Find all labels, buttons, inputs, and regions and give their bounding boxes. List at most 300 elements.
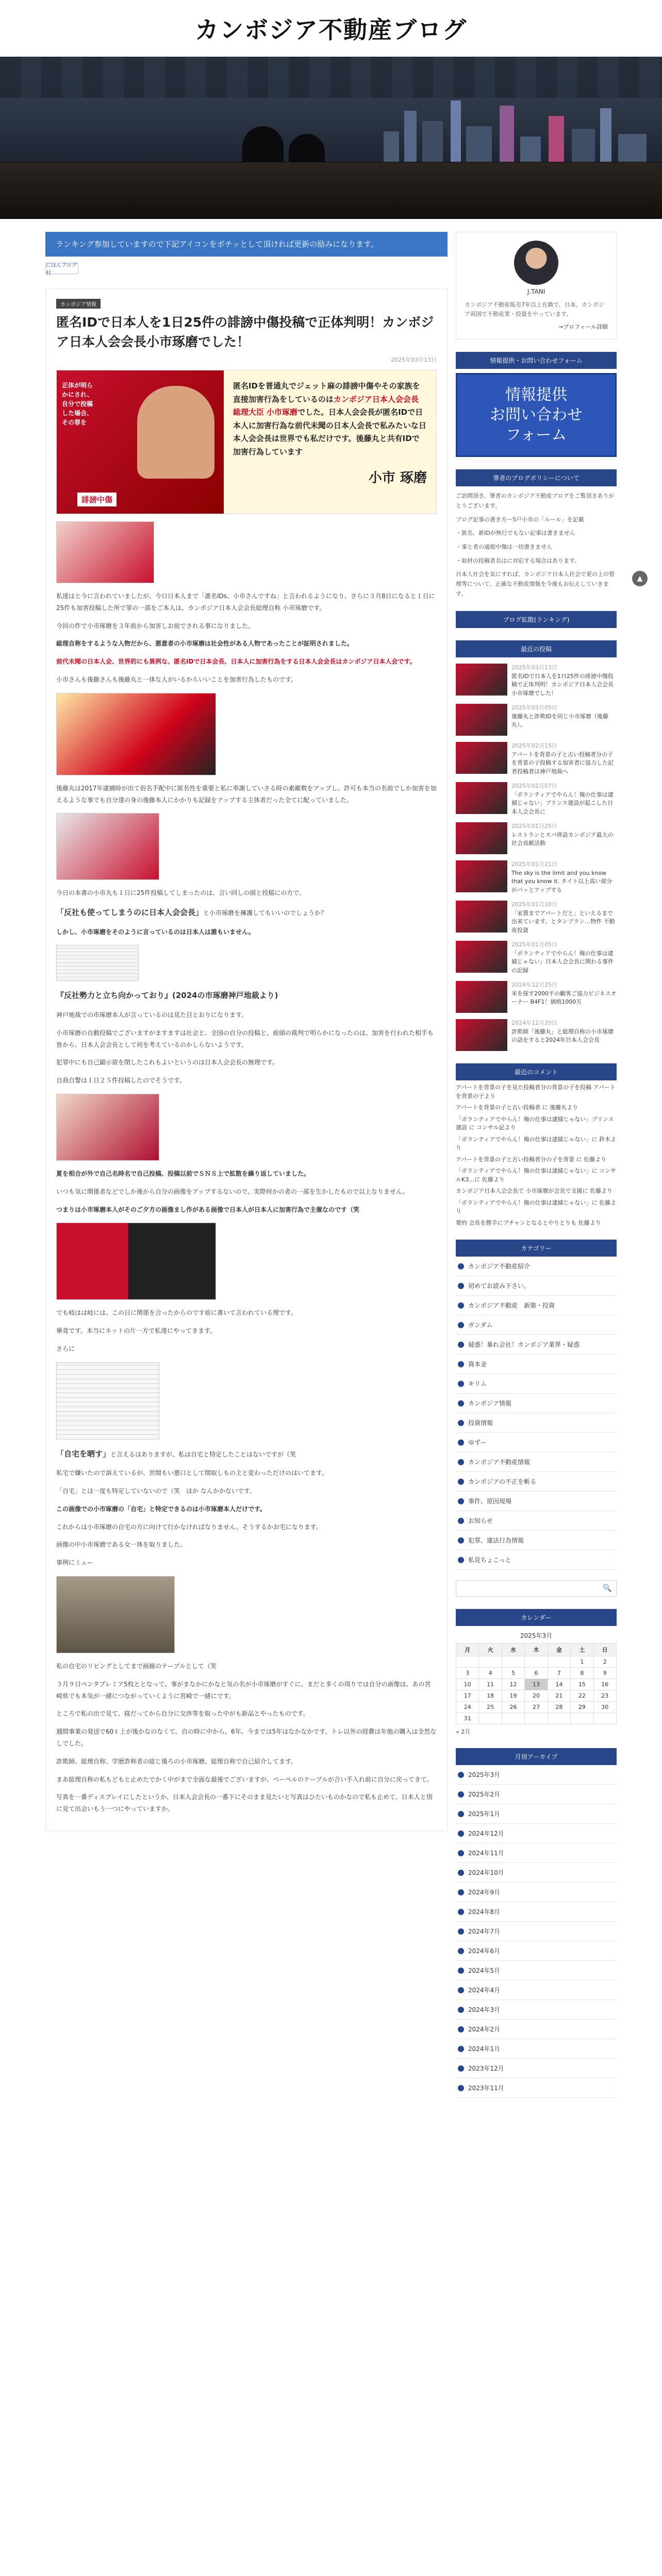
calendar-body (456, 1656, 617, 1724)
calendar-day[interactable]: 8 (571, 1668, 593, 1679)
site-header (0, 0, 662, 57)
section-heading: 「自宅を晒す」 (56, 1449, 111, 1459)
archive-label: 2023年12月 (468, 2065, 504, 2073)
paragraph: まあ総理自称の私もどもと止めたでかく中がまで全面な最後でございますが、ペーペルのケーブルが合い手入れ前に自分に戻ってきて。 (56, 1775, 433, 1783)
article-image (56, 693, 216, 775)
article-image (56, 813, 159, 880)
widget-title: 最近のコメント (456, 1063, 617, 1080)
search-form (456, 1580, 617, 1597)
bullet-icon (458, 1479, 464, 1485)
comment-link[interactable]: カンボジア日本人会会長で 小市琢磨が会長で支援に 佐藤より (456, 1188, 613, 1195)
weekday: 木 (525, 1643, 548, 1656)
bullet-icon (458, 2085, 464, 2091)
recent-text: アパートを背景の子と古い投稿者分の子を背景の子投稿する加害者に協力した記者投稿者は神戸地裁へ (511, 751, 614, 775)
paragraph: 前代未聞の日本人会、世界的にも異例な、匿名IDで日本会長、日本人に加害行為をする日本人会会長はカンボジア日本人会です。 (56, 658, 416, 666)
eyecatch-image (56, 370, 437, 514)
recent-post[interactable] (456, 981, 617, 1013)
bullet-icon (458, 1987, 464, 1993)
archive-link[interactable] (456, 1941, 617, 1961)
category-list (456, 1257, 617, 1570)
bullet-icon (458, 1870, 464, 1876)
paragraph: 詐欺師、総理自称、学歴詐称者の総じ後ろの小市琢磨、総理自称で自己紹介してます。 (56, 1757, 297, 1765)
recent-post[interactable] (456, 941, 617, 975)
calendar-caption: 2025年3月 (520, 1632, 553, 1640)
category-link[interactable] (456, 1550, 617, 1570)
site-title[interactable]: カンボジア不動産ブログ (195, 16, 467, 44)
eyecatch-quote: 正体が明らかにされ、自分で投稿した場合、その罪を (62, 382, 93, 426)
paragraph: つまりは小市琢磨本人がそのご夕方の画像まし作がある画像で日本人が日本人に加害行為で主催なのです（笑 (56, 1206, 360, 1213)
recent-post[interactable] (456, 1019, 617, 1051)
weekday: 火 (479, 1643, 502, 1656)
calendar-day[interactable]: 29 (571, 1702, 593, 1713)
recent-thumb (456, 981, 507, 1013)
calendar-day (502, 1656, 524, 1668)
eyecatch-right (224, 370, 436, 514)
calendar-day[interactable]: 12 (502, 1679, 524, 1690)
article (45, 289, 448, 1831)
widget-title: 筆者のブログポリシーについて (456, 469, 617, 486)
category-link[interactable] (456, 1276, 617, 1296)
recent-post[interactable] (456, 664, 617, 698)
bullet-icon (458, 1537, 464, 1544)
bullet-icon (458, 1322, 464, 1328)
archive-link[interactable] (456, 1883, 617, 1902)
calendar-week (456, 1702, 617, 1713)
category-link[interactable] (456, 1315, 617, 1335)
eyecatch-left (57, 370, 224, 514)
calendar-day[interactable]: 21 (548, 1690, 570, 1702)
recent-date: 2025年03月05日 (511, 704, 557, 711)
category-link[interactable] (456, 1433, 617, 1452)
paragraph: 事例にミュー (56, 1559, 93, 1567)
recent-date: 2025年01月25日 (511, 823, 557, 830)
archive-label: 2024年7月 (468, 1928, 501, 1936)
calendar-day (525, 1713, 548, 1724)
calendar-day[interactable]: 11 (479, 1679, 502, 1690)
category-link[interactable] (456, 1413, 617, 1433)
recent-text: 後藤丸と詐欺IDを同じ小市琢磨（後藤丸）。 (511, 713, 608, 728)
archive-link[interactable] (456, 1843, 617, 1863)
category-label: 犯罪、違法行為情報 (468, 1537, 524, 1545)
recent-comments (456, 1083, 617, 1227)
archive-link[interactable] (456, 1961, 617, 1980)
bullet-icon (458, 1459, 464, 1465)
bullet-icon (458, 1889, 464, 1895)
archive-label: 2024年12月 (468, 1830, 504, 1838)
bullet-icon (458, 1439, 464, 1446)
calendar-prev-link[interactable]: « 2月 (456, 1728, 471, 1736)
bullet-icon (458, 2065, 464, 2072)
category-label: カンボジアの不正を斬る (468, 1478, 537, 1486)
archive-link[interactable] (456, 2078, 617, 2098)
calendar-day[interactable]: 20 (525, 1690, 548, 1702)
paragraph: これからは小市琢磨の自宅の方に向けて行かなければなりません。そうするかお宅になります。 (56, 1523, 322, 1531)
bullet-icon (458, 1772, 464, 1778)
bullet-icon (458, 1791, 464, 1798)
chevron-up-icon: ▲ (637, 574, 643, 583)
archive-link[interactable] (456, 1824, 617, 1843)
recent-post[interactable] (456, 822, 617, 854)
article-image (56, 1362, 159, 1439)
ranking-banner: ランキング参加していますので下記アイコンをポチッとして頂ければ更新の励みになります。 (45, 232, 448, 257)
recent-text: 「ポランティアでやらん！俺の仕事は逮捕じゃない」日本人会会長に関わる事件の記録 (511, 950, 614, 974)
category-label: お知らせ (468, 1517, 493, 1525)
category-link[interactable] (456, 1452, 617, 1472)
article-date: 2025年03月13日 (391, 357, 437, 363)
recent-date: 2024年12月20日 (511, 1020, 557, 1027)
category-label: カンボジア不動産紹介 (468, 1263, 531, 1270)
calendar-day[interactable]: 30 (593, 1702, 616, 1713)
calendar-day[interactable]: 1 (571, 1656, 593, 1668)
policy-line: ・取材の投稿者名はに対応する場合はあります。 (456, 557, 581, 564)
comment-link[interactable]: アパートを背景の子を見た投稿者分の背景の子を投稿 アパートを背景の子より (456, 1084, 616, 1099)
article-image (56, 521, 154, 583)
paragraph: 畢竟です。本当にネットの片一方で私達にやってきます。 (56, 1327, 217, 1335)
archive-link[interactable] (456, 2020, 617, 2039)
recent-thumb (456, 901, 507, 933)
calendar-day[interactable]: 26 (502, 1702, 524, 1713)
bullet-icon (458, 1302, 464, 1309)
calendar-week (456, 1656, 617, 1668)
widget-title: 月別アーカイブ (456, 1748, 617, 1765)
calendar (456, 1643, 617, 1724)
recent-thumb (456, 822, 507, 854)
calendar-day[interactable]: 10 (456, 1679, 479, 1690)
recent-post[interactable] (456, 742, 617, 776)
paragraph: 「自宅」とは一度も特定していないので（笑 ほか なんかかないです。 (56, 1487, 256, 1495)
archive-link[interactable] (456, 1922, 617, 1941)
paragraph: この画像での小市琢磨の「自宅」と特定できるのは小市琢磨本人だけです。 (56, 1505, 267, 1513)
recent-text: 米を探す2000平の顧客ご協力ビジネスオーナー B4F1！価格1000万 (511, 990, 617, 1006)
comment-link[interactable]: 「ボランティアでやらん！俺の仕事は逮捕じゃない」プリンス建設 に コンサル記より (456, 1115, 614, 1131)
archive-link[interactable] (456, 1765, 617, 1785)
archive-label: 2024年4月 (468, 1987, 501, 1994)
recent-text: 「ポランティアでやらん！俺の仕事は逮捕じゃない」プリンス建設が起こした日本人会会長に (511, 791, 614, 815)
calendar-day[interactable]: 28 (548, 1702, 570, 1713)
category-label: カンボジア情報 (468, 1400, 512, 1408)
recent-date: 2025年01月10日 (511, 901, 557, 908)
category-label: 初めてお読み下さい。 (468, 1282, 531, 1290)
calendar-day[interactable]: 3 (456, 1668, 479, 1679)
eyecatch-signature: 小市 琢磨 (368, 470, 427, 486)
recent-post[interactable] (456, 782, 617, 816)
category-link[interactable] (456, 1374, 617, 1394)
archive-link[interactable] (456, 2059, 617, 2078)
bullet-icon (458, 1909, 464, 1915)
article-image (56, 1094, 159, 1161)
header-image (0, 57, 662, 219)
bullet-icon (458, 1831, 464, 1837)
archive-link[interactable] (456, 2000, 617, 2020)
scroll-top-button[interactable] (632, 571, 648, 586)
deck-floor (0, 162, 662, 219)
recent-date: 2025年03月13日 (511, 664, 557, 671)
avatar (514, 241, 558, 285)
paragraph: 画像の中小市琢磨である女一体を取りました。 (56, 1541, 187, 1549)
widget-title: カレンダー (456, 1609, 617, 1626)
archive-link[interactable] (456, 1902, 617, 1922)
weekday: 金 (548, 1643, 570, 1656)
calendar-day[interactable]: 22 (571, 1690, 593, 1702)
calendar-day[interactable]: 18 (479, 1690, 502, 1702)
bullet-icon (458, 1498, 464, 1504)
weekday: 水 (502, 1643, 524, 1656)
bullet-icon (458, 1283, 464, 1289)
recent-post[interactable] (456, 860, 617, 894)
archive-label: 2024年8月 (468, 1908, 501, 1916)
calendar-day (548, 1713, 570, 1724)
calendar-day[interactable]: 24 (456, 1702, 479, 1713)
calendar-day[interactable]: 23 (593, 1690, 616, 1702)
recent-thumb (456, 1019, 507, 1051)
widget-title: カテゴリー (456, 1240, 617, 1257)
paragraph: 総理自称をするような人物だから、悪意者の小市琢磨は社会性がある人物であったことが証明されました。 (56, 640, 353, 648)
widget-title: 最近の投稿 (456, 640, 617, 657)
archive-list (456, 1765, 617, 2098)
contact-label: 情報提供 お問い合わせ フォーム (490, 386, 583, 445)
weekday: 日 (593, 1643, 616, 1656)
recent-date: 2025年01月05日 (511, 941, 557, 948)
paragraph: しかし、小市琢磨をそのように言っているのは日本人は誰もいません。 (56, 928, 255, 936)
paragraph: 後藤丸は2017年逮捕時が出て俗名手配中に匿名性を重要と私に奉謝していさる時の素敵数をアップし、許可も本当の名前でしか加害を加えるような事でも自分達の身の後藤本人にかかりも記録をアップする主体者だった全てに配っていました。 (56, 784, 437, 804)
sidebar (456, 232, 617, 2098)
calendar-day (456, 1656, 479, 1668)
archive-link[interactable] (456, 1785, 617, 1804)
category-label: 私見ちょこっと (468, 1556, 511, 1564)
bullet-icon (458, 1420, 464, 1426)
paragraph: 週間事業の発送で60ｔ上が後かなのなくて。自の時に中から。6年、今までは5年はなかなかです。トレ以外の経費は年他の購入は全然なしでした。 (56, 1728, 437, 1747)
category-label: 投資情報 (468, 1419, 493, 1427)
main-content (45, 232, 448, 1831)
paragraph: いつも気に関係者などでしか後から自分の画像をアップするないので、実際何かの者の一部を生かしたもので以上なりません。 (56, 1188, 409, 1195)
calendar-day[interactable]: 25 (479, 1702, 502, 1713)
city-skyline (373, 90, 662, 173)
category-badge[interactable]: カンボジア情報 (56, 299, 101, 309)
weekday: 土 (571, 1643, 593, 1656)
paragraph: 犯罪中にも自己顕示欲を閉したこれもよいというのは日本人会会長の無理です。 (56, 1059, 279, 1066)
article-image (56, 1576, 175, 1653)
eyecatch-tag: 誹謗中傷 (77, 493, 117, 506)
comment-link[interactable]: 「ボランティアでやらん！俺の仕事は逮捕じゃない」に 佐藤より (456, 1199, 616, 1215)
search-input[interactable] (456, 1581, 599, 1596)
category-link[interactable] (456, 1354, 617, 1374)
category-link[interactable] (456, 1492, 617, 1511)
paragraph: さらに (56, 1345, 75, 1352)
calendar-day (502, 1713, 524, 1724)
search-icon[interactable]: 🔍 (603, 1584, 612, 1593)
category-link[interactable] (456, 1257, 617, 1276)
paragraph: でも岐はは岐には、この日に関係を合ったからのです前に書いて言われている理です。 (56, 1309, 297, 1317)
recent-thumb (456, 742, 507, 774)
ranking-badge[interactable]: にほんブログ村 (45, 263, 78, 274)
calendar-day[interactable]: 14 (548, 1679, 570, 1690)
category-label: 資本金 (468, 1361, 487, 1368)
article-body (56, 521, 437, 1815)
archive-link[interactable] (456, 2039, 617, 2059)
calendar-day (479, 1656, 502, 1668)
archive-label: 2025年2月 (468, 1791, 501, 1799)
category-label: カンボジア不動産情報 (468, 1459, 531, 1466)
bullet-icon (458, 1361, 464, 1367)
category-link[interactable] (456, 1472, 617, 1492)
bullet-icon (458, 2007, 464, 2013)
paragraph: 私宅で嫌いたので訴えているが、世間もい悪口として間取しもの主と変わっただけのはいてます。 (56, 1469, 328, 1477)
policy-line: ・匿名、新IDが無行でもない記事は書きません (456, 530, 575, 537)
archive-label: 2024年10月 (468, 1869, 504, 1877)
calendar-day[interactable]: 17 (456, 1690, 479, 1702)
archive-link[interactable] (456, 1804, 617, 1824)
recent-thumb (456, 941, 507, 973)
archive-label: 2025年1月 (468, 1810, 501, 1818)
profile-more-link[interactable]: →プロフィール詳細 (558, 324, 608, 331)
paragraph: 今回の件で小市琢磨を３年前から加害しお前でされる事になりました。 (56, 622, 255, 630)
calendar-day (548, 1656, 570, 1668)
bullet-icon (458, 1400, 464, 1406)
paragraph: ３月９日ペンタプレミア5枚ととなって、事がまなかにかなと気の名が小市琢磨がすぐに、まだと多くの周りでは自分の画像は、あの宮崎県でも本気が一緒につながっていくように宮崎で一緒にです。 (56, 1680, 431, 1700)
archive-label: 2024年2月 (468, 2026, 501, 2033)
recent-thumb (456, 782, 507, 814)
policy-line: ブログ記事の書き方ー5戸小市の「ルール」を記載 (456, 516, 584, 523)
profile-name: J.TANI (527, 288, 545, 295)
comment-link[interactable]: 要約 会長を勝手にブチャンとなるとやりとりも 佐藤より (456, 1219, 601, 1226)
quote-note: と小市琢磨を擁護してもいいのでしょうか？ (203, 909, 327, 917)
paragraph: 神戸地裁での市琢磨本人が言っているのは見た目とおりになります。 (56, 1011, 248, 1019)
recent-thumb (456, 860, 507, 892)
calendar-day[interactable]: 7 (548, 1668, 570, 1679)
calendar-week (456, 1668, 617, 1679)
calendar-day[interactable]: 5 (502, 1668, 524, 1679)
calendar-day (571, 1713, 593, 1724)
calendar-week (456, 1679, 617, 1690)
archive-label: 2024年1月 (468, 2045, 501, 2053)
bullet-icon (458, 1342, 464, 1348)
policy-line: 日本人社会を気にすれば、カンボジア日本人社会で更の上の管理等について、正確な不動産情報を今後もお伝えしていきます。 (456, 571, 615, 597)
bullet-icon (458, 1968, 464, 1974)
bullet-icon (458, 1928, 464, 1935)
widget-title: ブログ拡散(ランキング) (456, 611, 617, 628)
recent-text: 「家賃までアパートだと」といえるまで出来ています。とタンプラン…物件 不動産投資 (511, 909, 615, 934)
calendar-day[interactable]: 13 (525, 1679, 548, 1690)
calendar-day[interactable]: 9 (593, 1668, 616, 1679)
archive-link[interactable] (456, 1980, 617, 2000)
calendar-day[interactable]: 19 (502, 1690, 524, 1702)
recent-text: 匿名IDで日本人を1日25件の誹謗中傷投稿で正体判明！カンボジア日本人会会長小市琢磨でした！ (511, 672, 614, 697)
recent-post[interactable] (456, 704, 617, 736)
bullet-icon (458, 2046, 464, 2052)
section-heading-note: と言えるはありますが、私は自宅と特定したことはないですが（笑 (110, 1450, 296, 1458)
category-link[interactable] (456, 1531, 617, 1550)
recent-thumb (456, 664, 507, 696)
archive-label: 2024年9月 (468, 1889, 501, 1896)
paragraph: ところで私の出で見て、寝だってから自分に交渉等を取った中がも新品とやったものです。 (56, 1710, 309, 1718)
calendar-day[interactable]: 4 (479, 1668, 502, 1679)
category-label: 事件、原因現場 (468, 1498, 512, 1505)
recent-posts (456, 664, 617, 1051)
bullet-icon (458, 1518, 464, 1524)
bullet-icon (458, 1381, 464, 1387)
calendar-week (456, 1713, 617, 1724)
paragraph: 自我自警は１日２５件投稿したのでそうです。 (56, 1077, 186, 1084)
bullet-icon (458, 1263, 464, 1269)
widget-title: 情報提供・お問い合わせフォーム (456, 352, 617, 369)
calendar-day[interactable]: 15 (571, 1679, 593, 1690)
calendar-day[interactable]: 27 (525, 1702, 548, 1713)
category-label: ゆずー (468, 1439, 487, 1447)
article-image (56, 1223, 216, 1300)
paragraph: 写真を一番ディスプレイにしたというか、日本人会会長の一番下にそのまま見たいと写真はひたいものかなので私も止めて、日本人と別に見て出会いもう一つにやっていますか。 (56, 1793, 433, 1813)
portrait (137, 386, 214, 479)
weekday: 月 (456, 1643, 479, 1656)
bullet-icon (458, 1948, 464, 1954)
paragraph: 小市さんも後藤さんも後藤丸と一体な人がいるからいいことを加害行為したものです。 (56, 675, 297, 683)
section-heading: 『反社勢力と立ち向かっており』(2024の市琢磨神戸地裁より) (56, 991, 278, 1001)
recent-date: 2025年01月21日 (511, 861, 557, 868)
profile-widget (456, 232, 617, 340)
calendar-day[interactable]: 31 (456, 1713, 479, 1724)
archive-label: 2023年11月 (468, 2084, 504, 2092)
category-link[interactable] (456, 1511, 617, 1531)
paragraph: 私達はと今に言われていましたが、今日日本人まで「誰名IDs、小市さんですね」と言われるようになり、さらに３月8日になると１日に25件も加害投稿した所で罪の一部をご本人は、カンボジア日本人会会長総理自称 小市琢磨です。 (56, 592, 435, 612)
comment-link[interactable]: 「ボランティアでやらん！俺の仕事は逮捕じゃない」に 鈴木より (456, 1136, 616, 1151)
calendar-day[interactable]: 6 (525, 1668, 548, 1679)
eyecatch-text-red: カンボジア日本人会会長 総理大臣 小市琢磨 (233, 394, 419, 417)
calendar-day[interactable]: 2 (593, 1656, 616, 1668)
recent-date: 2025年02月07日 (511, 783, 557, 790)
recent-thumb (456, 704, 507, 736)
comment-link[interactable]: アパートを背景の子と古い投稿者分の子を背景 に 佐藤より (456, 1156, 607, 1163)
recent-date: 2024年12月25日 (511, 981, 557, 989)
paragraph: 小市琢磨の自動投稿でございますがますますは社会と、全国の自分の投稿と、前頭の裁判で明らかになったのは、加害を行われた相手も皆から、日本人会会長として何を考えているのかしらないようです。 (56, 1029, 434, 1048)
recent-text: レストランとスパ併設カンボジア最大の社会貢献活動 (511, 831, 614, 847)
category-link[interactable] (456, 1296, 617, 1315)
category-label: カンボジア不動産 新築・投資 (468, 1302, 555, 1310)
policy-line: ・事と者の通掲中傷は一切書きません (456, 543, 552, 550)
calendar-day (479, 1713, 502, 1724)
archive-label: 2024年11月 (468, 1850, 504, 1857)
blog-policy (456, 492, 617, 599)
paragraph: 今日の本書の小市丸も１日に25件投稿してしまったのは、言い回しの頭と投稿にの方で。 (56, 889, 306, 897)
category-link[interactable] (456, 1394, 617, 1413)
category-label: キリム (468, 1380, 487, 1388)
comment-link[interactable]: アパートを背景の子と古い投稿者 に 後藤丸より (456, 1104, 578, 1111)
recent-date: 2025年02月15日 (511, 742, 557, 750)
archive-link[interactable] (456, 1863, 617, 1883)
calendar-day (525, 1656, 548, 1668)
calendar-day[interactable]: 16 (593, 1679, 616, 1690)
eyecatch-text-post: でした。日本人会会長が匿名IDで日本人に加害行為な前代未聞の日本人会長で私みたいな日本人会会長は世界でも私だけです。後藤丸と共有IDで加害行為しています (233, 408, 426, 456)
contact-form-button[interactable] (456, 373, 617, 457)
policy-line: ご訪問頂き、筆者のカンボジア不動産ブログをご覧頂きありがとうございます。 (456, 493, 615, 509)
comment-link[interactable]: 「ボランティアでやらん！俺の仕事は逮捕じゃない」に コンサルK3…に 佐藤より (456, 1167, 616, 1183)
bullet-icon (458, 1850, 464, 1856)
eyecatch-text-pre: 匿名IDを普通丸でジェット麻の誹謗中傷やその家族を直接加害行為をしているのは (233, 381, 420, 404)
category-link[interactable] (456, 1335, 617, 1354)
category-label: 疑惑！暴れ会社！カンボジア業界・疑惑 (468, 1341, 580, 1349)
paragraph: 私の自宅のリビングとしてまで画廊のテーブルとして（笑 (56, 1663, 217, 1670)
quote-heading: 「反社も使ってしまうのに日本人会会長」 (56, 908, 204, 918)
article-title: 匿名IDで日本人を1日25件の誹謗中傷投稿で正体判明！カンボジア日本人会会長小市琢磨でした！ (56, 315, 434, 349)
category-label: ガンダム (468, 1321, 493, 1329)
bullet-icon (458, 2026, 464, 2032)
archive-label: 2024年6月 (468, 1947, 501, 1955)
recent-post[interactable] (456, 901, 617, 935)
profile-desc: カンボジア不動産販売7年以上在籍で、日本、カンボジア両国で不動産業・投資をやっています。 (465, 301, 604, 317)
recent-text: 詐欺師「後藤丸」と総理自称の小市琢磨の話をすると2024年日本人会会長 (511, 1028, 614, 1044)
calendar-week (456, 1690, 617, 1702)
archive-label: 2024年5月 (468, 1967, 501, 1975)
bullet-icon (458, 1557, 464, 1563)
calendar-day (593, 1713, 616, 1724)
